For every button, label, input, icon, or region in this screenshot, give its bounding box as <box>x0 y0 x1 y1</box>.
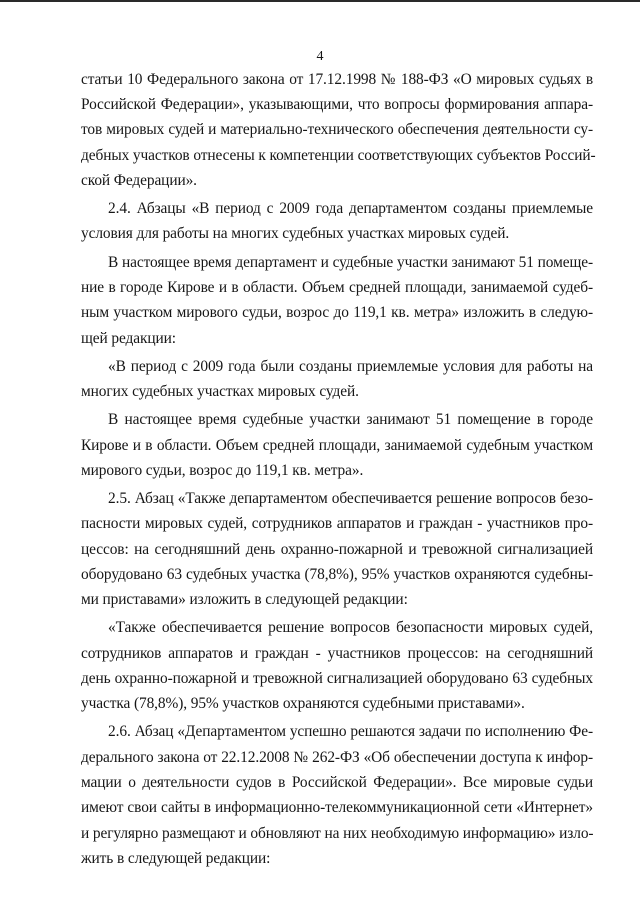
text-line: цессов: на сегодняшний день охранно-пожарной и тревожной сигнализацией <box>81 541 593 558</box>
text-line: ным участком мирового судьи, возрос до 119,1 кв. метра» изложить в следую- <box>81 304 593 321</box>
text-line: многих судебных участках мировых судей. <box>81 383 359 400</box>
text-line: 2.6. Абзац «Департаментом успешно решаются задачи по исполнению Фе- <box>108 723 593 740</box>
text-line: Кирове и в области. Объем средней площади, занимаемой судебным участком <box>81 437 593 454</box>
text-line: тов мировых судей и материально-технического обеспечения деятельности су- <box>81 121 593 138</box>
text-line: имеют свои сайты в информационно-телекоммуникационной сети «Интернет» <box>81 799 593 816</box>
text-line: условия для работы на многих судебных участках мировых судей. <box>81 225 510 242</box>
text-line: 2.5. Абзац «Также департаментом обеспечивается решение вопросов безо- <box>108 490 593 507</box>
text-line: участка (78,8%), 95% участков охраняются судебными приставами». <box>81 695 525 712</box>
text-line: 2.4. Абзацы «В период с 2009 года департаментом созданы приемлемые <box>108 200 593 217</box>
text-line: жить в следующей редакции: <box>81 850 271 867</box>
text-line: пасности мировых судей, сотрудников аппаратов и граждан - участников про- <box>81 515 593 532</box>
text-line: В настоящее время департамент и судебные участки занимают 51 помеще- <box>108 254 593 271</box>
text-line: и регулярно размещают и обновляют на них необходимую информацию» изло- <box>81 825 594 842</box>
text-line: дерального закона от 22.12.2008 № 262-ФЗ «Об обеспечении доступа к инфор- <box>81 749 593 766</box>
text-line: ской Федерации». <box>81 172 197 189</box>
text-line: мации о деятельности судов в Российской Федерации». Все мировые судьи <box>81 774 593 791</box>
text-line: дебных участков отнесены к компетенции соответствующих субъектов Россий- <box>81 147 596 164</box>
text-line: В настоящее время судебные участки занимают 51 помещение в городе <box>108 411 593 428</box>
text-line: «В период с 2009 года были созданы приемлемые условия для работы на <box>108 358 593 375</box>
text-line: оборудовано 63 судебных участка (78,8%), 95% участков охраняются судебны- <box>81 566 593 583</box>
text-line: «Также обеспечивается решение вопросов безопасности мировых судей, <box>108 619 593 636</box>
text-line: мирового судьи, возрос до 119,1 кв. метра». <box>81 462 364 479</box>
text-line: статьи 10 Федерального закона от 17.12.1998 № 188-ФЗ «О мировых судьях в <box>81 71 593 88</box>
text-line: щей редакции: <box>81 330 176 347</box>
text-line: день охранно-пожарной и тревожной сигнализацией оборудовано 63 судебных <box>81 670 593 687</box>
text-line: ми приставами» изложить в следующей редакции: <box>81 591 408 608</box>
text-line: Российской Федерации», указывающими, что вопросы формирования аппара- <box>81 96 593 113</box>
page-number: 4 <box>316 49 324 64</box>
text-line: сотрудников аппаратов и граждан - участников процессов: на сегодняшний <box>81 645 593 662</box>
scan-top-edge <box>0 0 640 2</box>
text-line: ние в городе Кирове и в области. Объем средней площади, занимаемой судеб- <box>81 279 593 296</box>
